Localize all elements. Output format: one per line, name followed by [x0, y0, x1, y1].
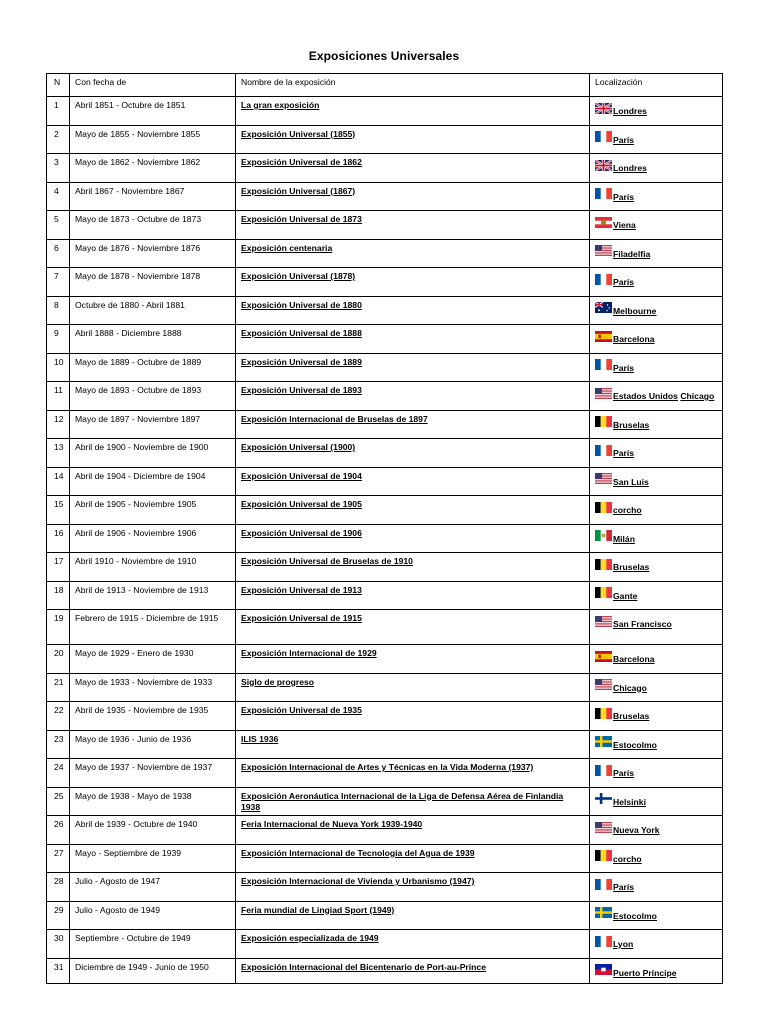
location-places [613, 271, 634, 288]
cell-location [590, 410, 723, 439]
cell-number: 15 [47, 496, 70, 525]
table-row [47, 844, 723, 873]
table-row [47, 581, 723, 610]
cell-location [590, 873, 723, 902]
cell-exposition-name [236, 211, 590, 240]
table-row [47, 439, 723, 468]
table-row [47, 211, 723, 240]
table-row [47, 645, 723, 674]
cell-date: Mayo de 1897 - Noviembre 1897 [70, 410, 236, 439]
location-places [613, 905, 657, 922]
cell-number: 1 [47, 97, 70, 126]
flag-belgium-icon [595, 708, 612, 719]
cell-number: 29 [47, 901, 70, 930]
cell-location [590, 268, 723, 297]
cell-exposition-name [236, 524, 590, 553]
cell-date: Mayo de 1929 - Enero de 1930 [70, 645, 236, 674]
flag-usa-icon [595, 679, 612, 690]
table-row [47, 610, 723, 645]
table-row [47, 325, 723, 354]
cell-location [590, 645, 723, 674]
cell-date: Mayo de 1889 - Octubre de 1889 [70, 353, 236, 382]
table-row [47, 958, 723, 983]
cell-location [590, 182, 723, 211]
location-link[interactable]: Estocolmo [613, 910, 657, 921]
exposition-link[interactable]: Exposición Universal de 1904 [241, 470, 362, 481]
flag-france-icon [595, 445, 612, 456]
table-row [47, 816, 723, 845]
location-places [613, 613, 672, 630]
cell-number: 23 [47, 730, 70, 759]
cell-location [590, 958, 723, 983]
cell-location [590, 730, 723, 759]
cell-number: 18 [47, 581, 70, 610]
cell-number: 28 [47, 873, 70, 902]
location-link[interactable]: Helsinki [613, 796, 646, 807]
exposition-link[interactable]: Exposición Universal de 1862 [241, 157, 362, 167]
exposition-link[interactable]: Exposición Internacional de Vivienda y Urbanismo (1947) [241, 876, 475, 886]
flag-usa-icon [595, 473, 612, 484]
location-places [613, 585, 637, 602]
cell-location [590, 524, 723, 553]
location-link[interactable]: Bruselas [613, 562, 650, 572]
cell-location [590, 125, 723, 154]
location-places [613, 819, 660, 836]
exposition-link[interactable]: Exposición Universal (1878) [241, 271, 356, 281]
cell-exposition-name [236, 873, 590, 902]
cell-date: Mayo de 1878 - Noviembre 1878 [70, 268, 236, 297]
cell-exposition-name [236, 787, 590, 816]
cell-date: Mayo de 1937 - Noviembre de 1937 [70, 759, 236, 788]
table-row [47, 759, 723, 788]
location-places [613, 791, 646, 808]
cell-location [590, 353, 723, 382]
cell-date: Mayo de 1876 - Noviembre 1876 [70, 239, 236, 268]
exposition-link[interactable]: Exposición Universal de 1889 [241, 356, 362, 367]
cell-exposition-name [236, 410, 590, 439]
flag-belgium-icon [595, 587, 612, 598]
cell-exposition-name [236, 496, 590, 525]
cell-number: 30 [47, 930, 70, 959]
cell-exposition-name [236, 673, 590, 702]
exposition-link[interactable]: Feria mundial de Lingiad Sport (1949) [241, 904, 395, 915]
cell-location [590, 901, 723, 930]
table-body [47, 97, 723, 984]
location-link[interactable]: Milán [613, 533, 635, 544]
cell-number: 31 [47, 958, 70, 983]
location-places [613, 556, 649, 573]
exposition-link[interactable]: Exposición Internacional de Bruselas de 1897 [241, 413, 428, 424]
location-link[interactable]: Chicago [680, 391, 715, 401]
cell-number: 19 [47, 610, 70, 645]
cell-number: 21 [47, 673, 70, 702]
location-places [613, 100, 647, 117]
table-header-row [47, 74, 723, 97]
cell-exposition-name [236, 930, 590, 959]
exposition-link[interactable]: Siglo de progreso [241, 676, 315, 687]
cell-number: 3 [47, 154, 70, 183]
cell-location [590, 553, 723, 582]
location-places [613, 762, 634, 779]
flag-france-icon [595, 879, 612, 890]
cell-exposition-name [236, 844, 590, 873]
table-row [47, 382, 723, 411]
cell-number: 2 [47, 125, 70, 154]
cell-exposition-name [236, 645, 590, 674]
location-link[interactable]: París [613, 191, 635, 202]
location-link[interactable]: Bruselas [613, 419, 650, 430]
location-link[interactable]: París [613, 362, 635, 373]
flag-finland-icon [595, 793, 612, 804]
cell-exposition-name [236, 467, 590, 496]
cell-location [590, 673, 723, 702]
cell-exposition-name [236, 97, 590, 126]
table-row [47, 182, 723, 211]
cell-date: Mayo de 1933 - Noviembre de 1933 [70, 673, 236, 702]
table-row [47, 730, 723, 759]
table-row [47, 239, 723, 268]
exposition-link[interactable]: Exposición Universal de 1880 [241, 299, 362, 310]
cell-exposition-name [236, 382, 590, 411]
cell-location [590, 239, 723, 268]
expositions-table [46, 73, 723, 984]
flag-belgium-icon [595, 502, 612, 513]
cell-number: 7 [47, 268, 70, 297]
location-places [613, 648, 655, 665]
cell-date: Abril de 1905 - Noviembre 1905 [70, 496, 236, 525]
flag-france-icon [595, 274, 612, 285]
table-row [47, 296, 723, 325]
cell-date: Mayo de 1862 - Noviembre 1862 [70, 154, 236, 183]
cell-number: 10 [47, 353, 70, 382]
flag-usa-icon [595, 616, 612, 627]
location-places [613, 528, 635, 545]
cell-location [590, 610, 723, 645]
table-row [47, 97, 723, 126]
cell-date: Abril de 1904 - Diciembre de 1904 [70, 467, 236, 496]
cell-exposition-name [236, 901, 590, 930]
flag-austria-icon [595, 217, 612, 228]
exposition-link[interactable]: Exposición Internacional del Bicentenario de Port-au-Prince [241, 961, 486, 972]
table-row [47, 702, 723, 731]
table-row [47, 496, 723, 525]
location-link[interactable]: Bruselas [613, 711, 650, 721]
cell-date: Abril de 1935 - Noviembre de 1935 [70, 702, 236, 731]
location-places [613, 300, 656, 317]
cell-number: 24 [47, 759, 70, 788]
cell-date: Abril 1910 - Noviembre de 1910 [70, 553, 236, 582]
location-link[interactable]: San Francisco [613, 619, 672, 629]
flag-australia-icon [595, 302, 612, 313]
cell-exposition-name [236, 268, 590, 297]
exposition-link[interactable]: Exposición centenaria [241, 242, 333, 253]
table-row [47, 930, 723, 959]
table-row [47, 524, 723, 553]
location-places [613, 357, 634, 374]
table-row [47, 673, 723, 702]
location-link[interactable]: corcho [613, 853, 642, 864]
cell-location [590, 702, 723, 731]
exposition-link[interactable]: Exposición Universal de 1913 [241, 584, 362, 595]
flag-sweden-icon [595, 907, 612, 918]
exposition-link[interactable]: Exposición Universal de 1905 [241, 499, 362, 509]
cell-date: Mayo de 1855 - Noviembre 1855 [70, 125, 236, 154]
cell-number: 22 [47, 702, 70, 731]
cell-number: 11 [47, 382, 70, 411]
location-places [613, 385, 714, 402]
cell-date: Abril de 1900 - Noviembre de 1900 [70, 439, 236, 468]
location-places [613, 499, 642, 516]
flag-france-icon [595, 188, 612, 199]
cell-number: 13 [47, 439, 70, 468]
location-link[interactable]: Chicago [613, 682, 647, 693]
location-places [613, 848, 642, 865]
exposition-link[interactable]: Exposición Universal de 1888 [241, 328, 362, 338]
exposition-link[interactable]: Exposición Universal (1855) [241, 128, 356, 139]
table-row [47, 154, 723, 183]
table-row [47, 410, 723, 439]
cell-location [590, 787, 723, 816]
flag-belgium-icon [595, 416, 612, 427]
cell-exposition-name [236, 182, 590, 211]
cell-exposition-name [236, 125, 590, 154]
flag-usa-icon [595, 822, 612, 833]
location-link[interactable]: Puerto Príncipe [613, 967, 677, 978]
location-link[interactable]: corcho [613, 505, 642, 515]
location-places [613, 414, 649, 431]
cell-number: 6 [47, 239, 70, 268]
location-places [613, 328, 655, 345]
table-row [47, 553, 723, 582]
table-row [47, 787, 723, 816]
cell-date: Diciembre de 1949 - Junio de 1950 [70, 958, 236, 983]
location-link[interactable]: París [613, 882, 635, 892]
location-places [613, 933, 633, 950]
header-n: N [47, 74, 70, 97]
location-link[interactable]: París [613, 134, 635, 145]
cell-location [590, 816, 723, 845]
exposition-link[interactable]: ILIS 1936 [241, 733, 279, 744]
header-name: Nombre de la exposición [236, 74, 590, 97]
header-location: Localización [590, 74, 723, 97]
cell-date: Julio - Agosto de 1947 [70, 873, 236, 902]
location-places [613, 129, 634, 146]
table-row [47, 353, 723, 382]
flag-sweden-icon [595, 736, 612, 747]
cell-date: Febrero de 1915 - Diciembre de 1915 [70, 610, 236, 645]
flag-haiti-icon [595, 964, 612, 975]
cell-number: 26 [47, 816, 70, 845]
cell-exposition-name [236, 816, 590, 845]
location-places [613, 471, 649, 488]
cell-date: Octubre de 1880 - Abril 1881 [70, 296, 236, 325]
location-places [613, 705, 649, 722]
cell-location [590, 844, 723, 873]
location-link[interactable]: Viena [613, 220, 636, 230]
cell-exposition-name [236, 958, 590, 983]
location-link[interactable]: Filadelfia [613, 248, 651, 259]
location-places [613, 876, 634, 893]
flag-spain-icon [595, 331, 612, 342]
location-link[interactable]: Barcelona [613, 334, 655, 344]
location-link[interactable]: Estados Unidos [613, 391, 678, 401]
cell-location [590, 382, 723, 411]
cell-number: 17 [47, 553, 70, 582]
cell-date: Abril 1851 - Octubre de 1851 [70, 97, 236, 126]
cell-date: Abril de 1906 - Noviembre 1906 [70, 524, 236, 553]
cell-location [590, 439, 723, 468]
cell-number: 12 [47, 410, 70, 439]
cell-exposition-name [236, 581, 590, 610]
cell-number: 5 [47, 211, 70, 240]
cell-exposition-name [236, 353, 590, 382]
cell-number: 20 [47, 645, 70, 674]
flag-belgium-icon [595, 559, 612, 570]
cell-date: Mayo de 1936 - Junio de 1936 [70, 730, 236, 759]
flag-usa-icon [595, 388, 612, 399]
cell-date: Julio - Agosto de 1949 [70, 901, 236, 930]
cell-exposition-name [236, 239, 590, 268]
cell-location [590, 759, 723, 788]
header-date: Con fecha de [70, 74, 236, 97]
flag-france-icon [595, 131, 612, 142]
location-link[interactable]: Londres [613, 106, 647, 116]
table-row [47, 268, 723, 297]
flag-spain-icon [595, 651, 612, 662]
location-places [613, 157, 647, 174]
location-link[interactable]: Melbourne [613, 305, 657, 316]
cell-number: 14 [47, 467, 70, 496]
location-link[interactable]: Nueva York [613, 825, 660, 835]
cell-location [590, 930, 723, 959]
cell-date: Abril 1888 - Diciembre 1888 [70, 325, 236, 354]
exposition-link[interactable]: Exposición Universal de 1915 [241, 613, 362, 623]
location-places [613, 186, 634, 203]
exposition-link[interactable]: Exposición Universal de 1906 [241, 527, 362, 538]
cell-exposition-name [236, 296, 590, 325]
cell-exposition-name [236, 759, 590, 788]
cell-date: Mayo - Septiembre de 1939 [70, 844, 236, 873]
cell-exposition-name [236, 702, 590, 731]
cell-date: Abril 1867 - Noviembre 1867 [70, 182, 236, 211]
exposition-link[interactable]: Exposición Universal de 1893 [241, 385, 362, 395]
cell-exposition-name [236, 730, 590, 759]
flag-france-icon [595, 765, 612, 776]
cell-location [590, 154, 723, 183]
cell-location [590, 496, 723, 525]
cell-date: Mayo de 1938 - Mayo de 1938 [70, 787, 236, 816]
flag-italy-icon [595, 530, 612, 541]
location-places [613, 214, 636, 231]
cell-number: 8 [47, 296, 70, 325]
location-link[interactable]: París [613, 768, 635, 778]
cell-number: 4 [47, 182, 70, 211]
exposition-link[interactable]: La gran exposición [241, 100, 320, 110]
location-places [613, 962, 677, 979]
cell-number: 9 [47, 325, 70, 354]
cell-exposition-name [236, 553, 590, 582]
location-places [613, 677, 647, 694]
location-link[interactable]: Gante [613, 590, 638, 601]
cell-exposition-name [236, 439, 590, 468]
location-link[interactable]: Barcelona [613, 654, 655, 664]
page-title: Exposiciones Universales [308, 49, 460, 63]
cell-exposition-name [236, 610, 590, 645]
table-row [47, 467, 723, 496]
location-link[interactable]: Londres [613, 163, 647, 173]
table-row [47, 901, 723, 930]
exposition-link[interactable]: Exposición especializada de 1949 [241, 933, 379, 943]
cell-date: Abril de 1939 - Octubre de 1940 [70, 816, 236, 845]
cell-date: Mayo de 1893 - Octubre de 1893 [70, 382, 236, 411]
location-link[interactable]: Estocolmo [613, 739, 657, 750]
cell-location [590, 97, 723, 126]
cell-date: Mayo de 1873 - Octubre de 1873 [70, 211, 236, 240]
cell-exposition-name [236, 325, 590, 354]
cell-location [590, 296, 723, 325]
cell-location [590, 467, 723, 496]
table-row [47, 125, 723, 154]
flag-france-icon [595, 359, 612, 370]
cell-number: 25 [47, 787, 70, 816]
flag-uk-icon [595, 160, 612, 171]
flag-uk-icon [595, 103, 612, 114]
exposition-link[interactable]: Exposición Universal de Bruselas de 1910 [241, 556, 413, 566]
exposition-link[interactable]: Exposición Aeronáutica Internacional de la Liga de Defensa Aérea de Finlandia 1938 [241, 790, 564, 812]
cell-location [590, 211, 723, 240]
cell-location [590, 325, 723, 354]
flag-belgium-icon [595, 850, 612, 861]
cell-exposition-name [236, 154, 590, 183]
cell-number: 27 [47, 844, 70, 873]
table-row [47, 873, 723, 902]
location-link[interactable]: París [613, 448, 635, 458]
location-link[interactable]: San Luis [613, 476, 649, 487]
exposition-link[interactable]: Exposición Internacional de Tecnología del Agua de 1939 [241, 847, 475, 858]
exposition-link[interactable]: Exposición Universal (1900) [241, 442, 356, 452]
exposition-link[interactable]: Exposición Internacional de Artes y Técnicas en la Vida Moderna (1937) [241, 762, 534, 772]
location-places [613, 243, 650, 260]
flag-france-icon [595, 936, 612, 947]
location-places [613, 442, 634, 459]
exposition-link[interactable]: Exposición Internacional de 1929 [241, 648, 377, 658]
cell-number: 16 [47, 524, 70, 553]
cell-date: Abril de 1913 - Noviembre de 1913 [70, 581, 236, 610]
cell-date: Septiembre - Octubre de 1949 [70, 930, 236, 959]
flag-usa-icon [595, 245, 612, 256]
location-link[interactable]: París [613, 277, 635, 287]
location-link[interactable]: Lyon [613, 939, 634, 949]
cell-location [590, 581, 723, 610]
exposition-link[interactable]: Exposición Universal de 1873 [241, 214, 362, 224]
exposition-link[interactable]: Feria Internacional de Nueva York 1939-1940 [241, 819, 423, 829]
location-places [613, 734, 657, 751]
exposition-link[interactable]: Exposición Universal (1867) [241, 185, 356, 196]
exposition-link[interactable]: Exposición Universal de 1935 [241, 705, 362, 715]
